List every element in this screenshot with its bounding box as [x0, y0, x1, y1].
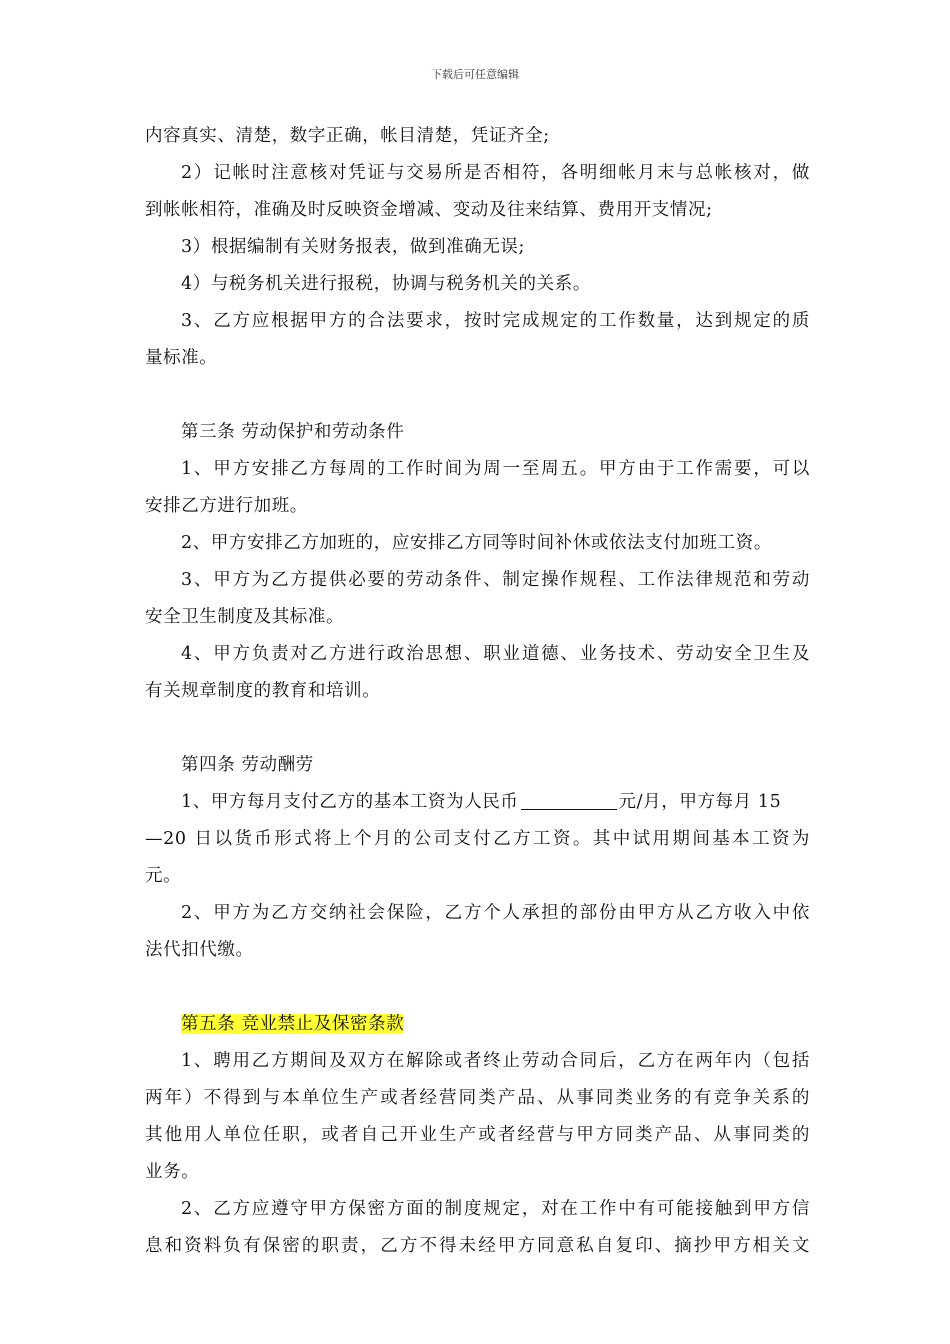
paragraph-line: 3、乙方应根据甲方的合法要求，按时完成规定的工作数量，达到规定的质: [181, 311, 810, 331]
paragraph-line: 1、甲方安排乙方每周的工作时间为周一至周五。甲方由于工作需要，可以: [181, 459, 810, 479]
paragraph-line: 安排乙方进行加班。: [145, 496, 308, 516]
highlighted-heading-text: 第五条 竞业禁止及保密条款: [181, 1014, 405, 1034]
paragraph-line: 4、甲方负责对乙方进行政治思想、职业道德、业务技术、劳动安全卫生及: [181, 644, 810, 664]
section-heading: 第三条 劳动保护和劳动条件: [181, 422, 405, 442]
paragraph-line: —20 日以货币形式将上个月的公司支付乙方工资。其中试用期间基本工资为: [145, 829, 810, 849]
paragraph-line: 元。: [145, 866, 182, 886]
paragraph-line: 内容真实、清楚，数字正确，帐目清楚，凭证齐全;: [145, 126, 550, 146]
paragraph-line: 3、甲方为乙方提供必要的劳动条件、制定操作规程、工作法律规范和劳动: [181, 570, 810, 590]
paragraph-line: 1、聘用乙方期间及双方在解除或者终止劳动合同后，乙方在两年内（包括: [181, 1051, 810, 1071]
paragraph-line: [145, 784, 810, 821]
salary-amount-blank: [521, 789, 617, 810]
paragraph-line: 法代扣代缴。: [145, 940, 254, 960]
document-body: [145, 118, 810, 1265]
paragraph-line: 安全卫生制度及其标准。: [145, 607, 345, 627]
paragraph-line: 其他用人单位任职，或者自己开业生产或者经营与甲方同类产品、从事同类的: [145, 1125, 810, 1145]
paragraph-line: 业务。: [145, 1162, 200, 1182]
paragraph-line: 3）根据编制有关财务报表，做到准确无误;: [181, 237, 526, 257]
salary-text-before: 1、甲方每月支付乙方的基本工资为人民币: [181, 792, 519, 812]
section-heading: 第四条 劳动酬劳: [181, 755, 314, 775]
paragraph-spacer: [145, 969, 810, 1006]
paragraph-spacer: [145, 377, 810, 414]
page-header-watermark: 下载后可任意编辑: [431, 68, 519, 81]
section-heading-highlighted: [145, 1006, 810, 1043]
paragraph-spacer: [145, 710, 810, 747]
paragraph-line: 2、甲方安排乙方加班的，应安排乙方同等时间补休或依法支付加班工资。: [181, 533, 772, 553]
paragraph-line: 到帐帐相符，准确及时反映资金增减、变动及往来结算、费用开支情况;: [145, 200, 713, 220]
paragraph-line: 4）与税务机关进行报税，协调与税务机关的关系。: [181, 274, 591, 294]
paragraph-line: 2）记帐时注意核对凭证与交易所是否相符，各明细帐月末与总帐核对，做: [181, 163, 810, 183]
salary-text-after: 元/月，甲方每月 15: [618, 792, 782, 812]
paragraph-line: 两年）不得到与本单位生产或者经营同类产品、从事同类业务的有竞争关系的: [145, 1088, 810, 1108]
paragraph-line: 2、乙方应遵守甲方保密方面的制度规定，对在工作中有可能接触到甲方信: [181, 1199, 810, 1219]
paragraph-line: 量标准。: [145, 348, 218, 368]
paragraph-line: 有关规章制度的教育和培训。: [145, 681, 381, 701]
paragraph-line: 2、甲方为乙方交纳社会保险，乙方个人承担的部份由甲方从乙方收入中依: [181, 903, 810, 923]
paragraph-line: 息和资料负有保密的职责，乙方不得未经甲方同意私自复印、摘抄甲方相关文: [145, 1236, 810, 1256]
